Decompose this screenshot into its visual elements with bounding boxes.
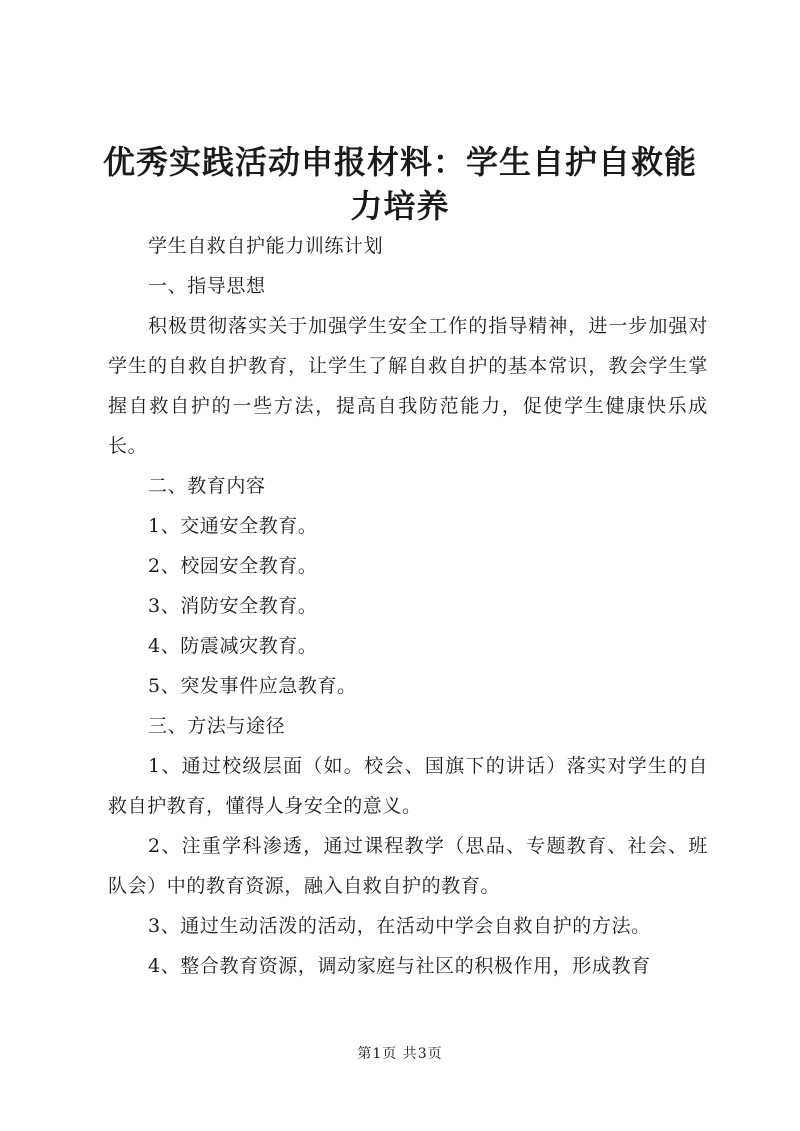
list-item-earthquake-safety: 4、防震减灾教育。 xyxy=(148,635,318,657)
document-body xyxy=(108,226,708,986)
document-title: 优秀实践活动申报材料：学生自护自救能力培养 xyxy=(102,143,697,225)
paragraph-method-3: 3、通过生动活泼的活动，在活动中学会自救自护的方法。 xyxy=(148,915,651,937)
list-item-emergency-education: 5、突发事件应急教育。 xyxy=(148,675,357,697)
page-number-footer: 第1页 共3页 xyxy=(357,1046,443,1062)
section-heading-education-content: 二、教育内容 xyxy=(148,475,266,497)
list-item-campus-safety: 2、校园安全教育。 xyxy=(148,555,318,577)
section-heading-guiding-ideology: 一、指导思想 xyxy=(148,275,266,297)
plan-subtitle: 学生自救自护能力训练计划 xyxy=(148,235,384,257)
list-item-traffic-safety: 1、交通安全教育。 xyxy=(148,515,318,537)
paragraph-guiding-ideology: 积极贯彻落实关于加强学生安全工作的指导精神，进一步加强对学生的自救自护教育，让学生了解自救自护的基本常识，教会学生掌握自救自护的一些方法，提高自我防范能力，促使学生健康快乐成长。 xyxy=(108,315,708,457)
list-item-fire-safety: 3、消防安全教育。 xyxy=(148,595,318,617)
paragraph-method-4: 4、整合教育资源，调动家庭与社区的积极作用，形成教育 xyxy=(148,955,651,977)
paragraph-method-2: 2、注重学科渗透，通过课程教学（思品、专题教育、社会、班队会）中的教育资源，融入自救自护的教育。 xyxy=(108,835,708,897)
section-heading-methods: 三、方法与途径 xyxy=(148,715,286,737)
paragraph-method-1: 1、通过校级层面（如。校会、国旗下的讲话）落实对学生的自救自护教育，懂得人身安全的意义。 xyxy=(108,755,708,817)
